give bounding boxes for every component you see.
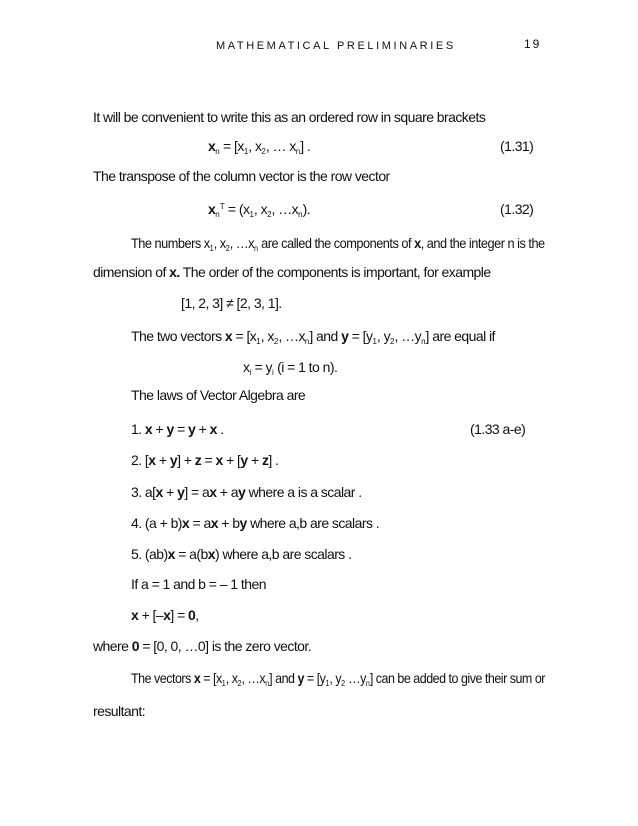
equation-number: (1.32) bbox=[500, 201, 534, 217]
running-header: MATHEMATICAL PRELIMINARIES bbox=[216, 40, 456, 52]
equation-number: (1.33 a-e) bbox=[470, 421, 526, 437]
paragraph-line: It will be convenient to write this as an ordered row in square brackets bbox=[93, 109, 486, 125]
equation-1-31: $x_n = [x_1$, $x_2$, … $x_n$] . bbox=[208, 138, 311, 156]
equation-number: (1.31) bbox=[500, 138, 534, 154]
negative-vector-equation: x + [–x] = 0, bbox=[131, 607, 199, 623]
paragraph-line: dimension of x. The order of the components is important, for example bbox=[93, 264, 491, 280]
equality-condition: $x_i = y_i$ (i = 1 to n). bbox=[243, 359, 338, 377]
equation-1-32: $x_n^T = (x_1$, $x_2$, $\dots x_n$). bbox=[208, 201, 311, 219]
example-inequality: [1, 2, 3] ≠ [2, 3, 1]. bbox=[181, 295, 282, 311]
paragraph-line: If a = 1 and b = – 1 then bbox=[131, 576, 266, 592]
paragraph-line: The two vectors $x = [x_1$, $x_2$, $\dots x_n$] and $y = [y_1$, $y_2$, $\dots y_n$] are equal if bbox=[131, 328, 495, 346]
paragraph-line: resultant: bbox=[93, 703, 146, 719]
law-1: 1. x + y = y + x . bbox=[131, 421, 224, 437]
paragraph-line: The laws of Vector Algebra are bbox=[131, 387, 306, 403]
page-number: 19 bbox=[524, 37, 542, 51]
law-4: 4. (a + b)x = ax + by where a,b are scalars . bbox=[131, 515, 380, 531]
law-5: 5. (ab)x = a(bx) where a,b are scalars . bbox=[131, 546, 352, 562]
law-3: 3. a[x + y] = ax + ay where a is a scalar . bbox=[131, 484, 362, 500]
vector-symbol: x bbox=[208, 138, 216, 154]
paragraph-line: The numbers $x_1$, $x_2$, $\dots x_n$ are called the components of x, and the integer n is the bbox=[131, 235, 545, 253]
law-2: 2. [x + y] + z = x + [y + z] . bbox=[131, 452, 279, 468]
paragraph-line: The transpose of the column vector is the row vector bbox=[93, 168, 390, 184]
vector-symbol: x bbox=[208, 201, 216, 217]
paragraph-line: where 0 = [0, 0, …0] is the zero vector. bbox=[93, 638, 312, 654]
paragraph-line: The vectors $x = [x_1$, $x_2$, $\dots x_n$] and $y = [y_1$, $y_2$ $\dots y_n$] can be added to give their sum or bbox=[131, 670, 545, 688]
